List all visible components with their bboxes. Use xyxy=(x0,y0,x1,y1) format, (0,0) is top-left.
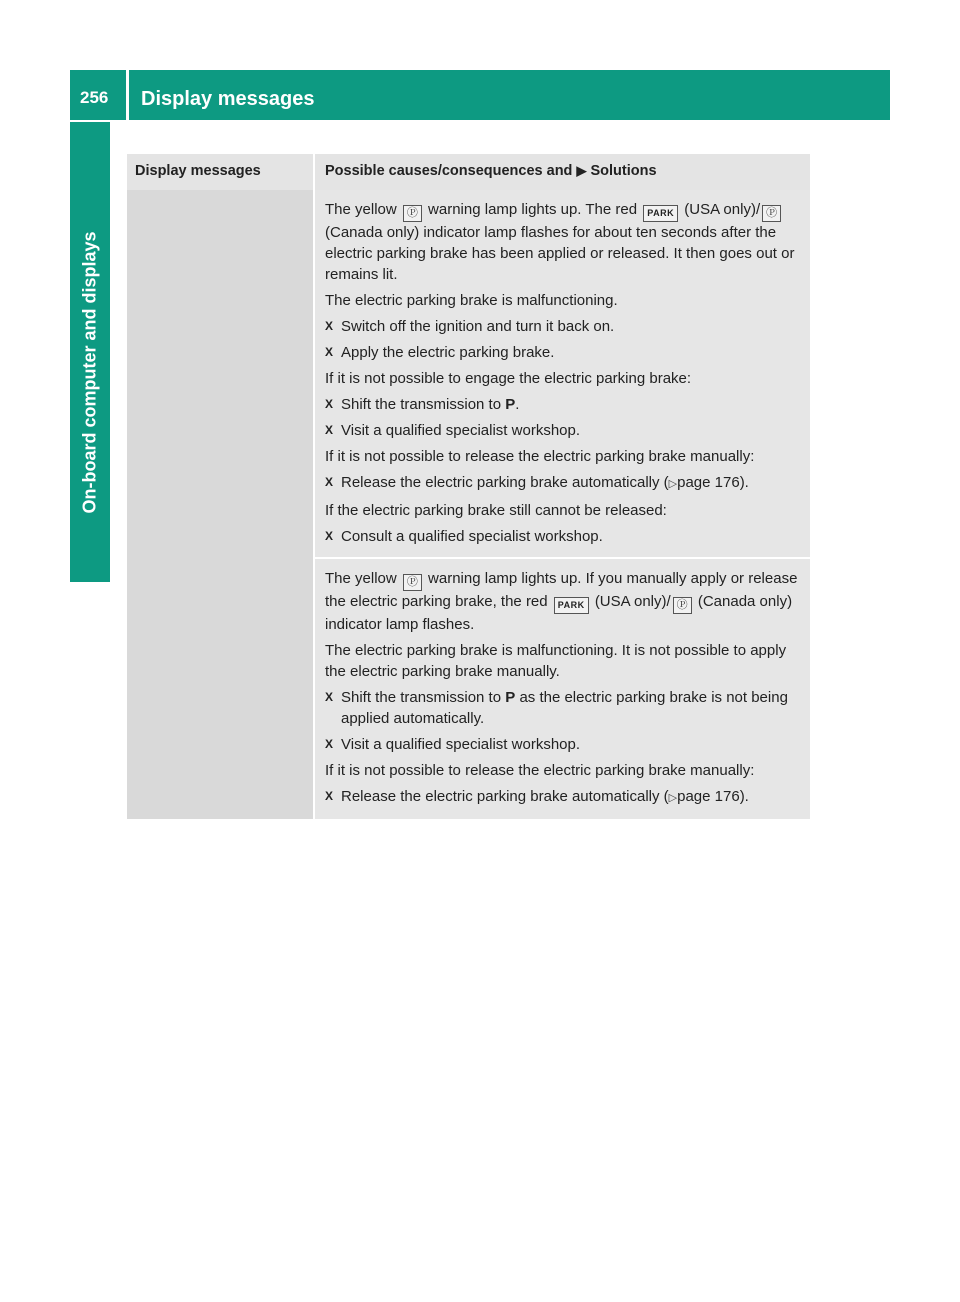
step-marker-icon: X xyxy=(325,345,334,359)
block2-release-condition: If it is not possible to release the electric parking brake manually: xyxy=(325,762,755,779)
parking-brake-indicator-lamp-icon: Ⓟ xyxy=(762,205,781,222)
block1-release-condition: If it is not possible to release the electric parking brake manually: xyxy=(325,448,755,465)
column-header-causes-text: Possible causes/consequences and xyxy=(325,163,573,179)
parking-brake-warning-lamp-icon: Ⓟ xyxy=(403,574,422,591)
page-reference-icon: ▷ xyxy=(668,478,678,490)
block2-step-2: X Visit a qualified specialist workshop. xyxy=(325,736,581,753)
column-header-solutions-text: Solutions xyxy=(590,163,657,179)
message-block-2 xyxy=(315,557,810,819)
step-marker-icon: X xyxy=(325,475,334,489)
block2-step-1: X Shift the transmission to P as the electric parking brake is not being applied automatically. xyxy=(325,689,788,727)
step-marker-icon: X xyxy=(325,529,334,543)
page-reference-link[interactable]: page 176). xyxy=(677,474,749,491)
step-marker-icon: X xyxy=(325,737,334,751)
page-title: Display messages xyxy=(141,88,315,110)
column-header-causes-solutions xyxy=(313,154,810,190)
table-body xyxy=(127,190,810,819)
block1-step-4: X Visit a qualified specialist workshop. xyxy=(325,422,581,439)
page-reference-link[interactable]: page 176). xyxy=(677,788,749,805)
block1-still-cannot: If the electric parking brake still cannot be released: xyxy=(325,502,667,519)
step-marker-icon: X xyxy=(325,423,334,437)
block2-step-3: X Release the electric parking brake automatically (▷page 176). xyxy=(325,788,749,805)
block1-intro: The yellow Ⓟ warning lamp lights up. The red PARK (USA only)/ Ⓟ (Canada only) indicator lamp flashes for about ten seconds after the electric parking brake has been applied or released. It then goes out or remains lit. xyxy=(325,201,795,283)
column-header-display-messages: Display messages xyxy=(135,163,261,179)
step-marker-icon: X xyxy=(325,397,334,411)
step-marker-icon: X xyxy=(325,319,334,333)
parking-brake-indicator-lamp-icon: Ⓟ xyxy=(673,597,692,614)
display-message-cell xyxy=(127,190,313,819)
page-reference-icon: ▷ xyxy=(668,792,678,804)
step-marker-icon: X xyxy=(325,690,334,704)
message-block-1 xyxy=(315,190,810,557)
table-header xyxy=(127,154,810,190)
block1-step-1: X Switch off the ignition and turn it back on. xyxy=(325,318,615,335)
block1-step-5: X Release the electric parking brake automatically (▷page 176). xyxy=(325,474,749,491)
causes-solutions-cell xyxy=(313,190,810,819)
block1-step-3: X Shift the transmission to P. xyxy=(325,396,520,413)
solution-arrow-icon: ▶ xyxy=(576,163,587,178)
messages-table xyxy=(127,154,810,819)
block1-malfunction: The electric parking brake is malfunctioning. xyxy=(325,292,618,309)
page-number: 256 xyxy=(80,88,109,107)
side-tab-label-wrap xyxy=(70,122,110,582)
parking-brake-warning-lamp-icon: Ⓟ xyxy=(403,205,422,222)
park-indicator-lamp-icon: PARK xyxy=(643,205,678,222)
step-marker-icon: X xyxy=(325,789,334,803)
block2-malfunction: The electric parking brake is malfunctioning. It is not possible to apply the electric parking brake manually. xyxy=(325,642,787,680)
block1-engage-condition: If it is not possible to engage the electric parking brake: xyxy=(325,370,692,387)
park-indicator-lamp-icon: PARK xyxy=(554,597,589,614)
block1-step-6: X Consult a qualified specialist workshop. xyxy=(325,528,603,545)
header-divider xyxy=(126,70,129,120)
side-tab-label: On-board computer and displays xyxy=(79,231,100,514)
block2-intro: The yellow Ⓟ warning lamp lights up. If you manually apply or release the electric parking brake, the red PARK (USA only)/ Ⓟ (Canada only) indicator lamp flashes. xyxy=(325,570,798,633)
block1-step-2: X Apply the electric parking brake. xyxy=(325,344,555,361)
